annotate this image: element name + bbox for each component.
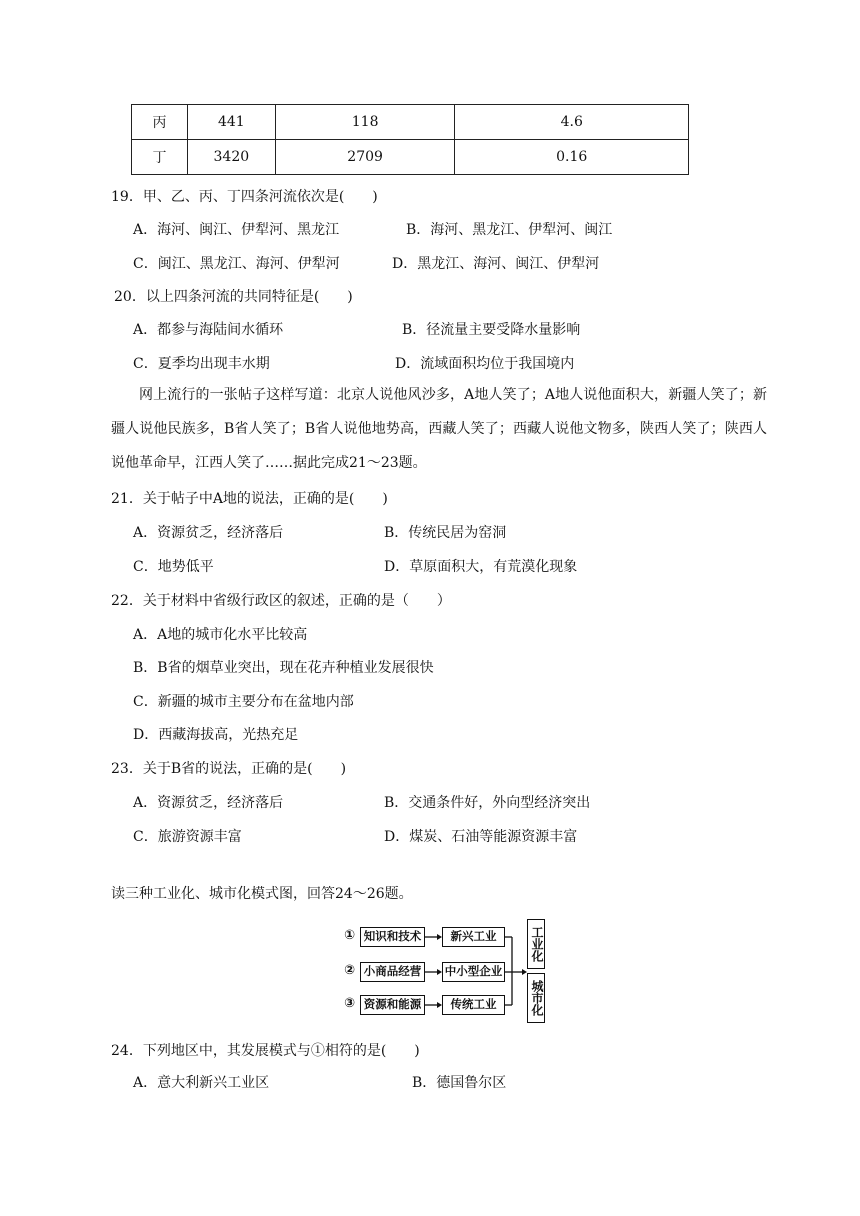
q19-option-c: C．闽江、黑龙江、海河、伊犁河 <box>133 256 340 272</box>
q24-option-a: A．意大利新兴工业区 <box>133 1075 270 1091</box>
table-cell: 118 <box>275 105 455 140</box>
table-cell: 丙 <box>132 105 188 140</box>
question-23-stem: 23．关于B省的说法，正确的是( ) <box>111 761 347 777</box>
question-19-stem: 19．甲、乙、丙、丁四条河流依次是( ) <box>111 189 378 205</box>
q20-option-b: B．径流量主要受降水量影响 <box>402 322 581 338</box>
box-knowledge-tech: 知识和技术 <box>360 927 425 947</box>
table-cell: 丁 <box>132 140 188 175</box>
q19-option-d: D．黑龙江、海河、闽江、伊犁河 <box>392 256 600 272</box>
table-cell: 4.6 <box>455 105 689 140</box>
q20-option-c: C．夏季均出现丰水期 <box>133 356 270 372</box>
question-22-stem: 22．关于材料中省级行政区的叙述，正确的是（ ） <box>111 593 451 609</box>
q21-option-c: C．地势低平 <box>133 559 214 575</box>
question-24-stem: 24．下列地区中，其发展模式与①相符的是( ) <box>111 1043 420 1059</box>
q23-option-b: B．交通条件好，外向型经济突出 <box>384 795 591 811</box>
table-cell: 3420 <box>187 140 275 175</box>
q23-option-a: A．资源贫乏，经济落后 <box>133 795 284 811</box>
river-data-table <box>131 104 689 175</box>
model-number-2: ② <box>344 963 356 978</box>
box-resources-energy: 资源和能源 <box>360 995 425 1015</box>
q20-option-a: A．都参与海陆间水循环 <box>133 322 284 338</box>
table-row <box>132 105 689 140</box>
q19-option-b: B．海河、黑龙江、伊犁河、闽江 <box>406 222 613 238</box>
q22-option-a: A．A地的城市化水平比较高 <box>133 627 308 643</box>
model-number-3: ③ <box>344 996 356 1011</box>
q19-option-a: A．海河、闽江、伊犁河、黑龙江 <box>133 222 340 238</box>
q21-option-d: D．草原面积大，有荒漠化现象 <box>384 559 578 575</box>
box-sme: 中小型企业 <box>442 962 505 982</box>
q22-option-c: C．新疆的城市主要分布在盆地内部 <box>133 694 354 710</box>
table-row <box>132 140 689 175</box>
table-cell: 441 <box>187 105 275 140</box>
question-20-stem: 20．以上四条河流的共同特征是( ) <box>114 289 353 305</box>
table-cell: 2709 <box>275 140 455 175</box>
box-emerging-industry: 新兴工业 <box>442 927 505 947</box>
q22-option-b: B．B省的烟草业突出，现在花卉种植业发展很快 <box>133 660 434 676</box>
q21-option-b: B．传统民居为窑洞 <box>384 525 507 541</box>
box-industrialization: 工业化 <box>527 919 545 969</box>
q24-option-b: B．德国鲁尔区 <box>412 1075 507 1091</box>
diagram-intro: 读三种工业化、城市化模式图，回答24～26题。 <box>111 886 413 902</box>
passage-text: 网上流行的一张帖子这样写道：北京人说他风沙多，A地人笑了；A地人说他面积大，新疆人笑了；新疆人说他民族多，B省人笑了；B省人说他地势高，西藏人笑了；西藏人说他文物多，陕西人笑了；陕西人说他革命早，江西人笑了……据此完成21～23题。 <box>111 387 767 471</box>
industrialization-model-diagram <box>342 917 552 1023</box>
question-21-stem: 21．关于帖子中A地的说法，正确的是( ) <box>111 491 388 507</box>
box-urbanization: 城市化 <box>527 973 545 1023</box>
q23-option-d: D．煤炭、石油等能源资源丰富 <box>384 829 578 845</box>
q20-option-d: D．流域面积均位于我国境内 <box>395 356 575 372</box>
q22-option-d: D．西藏海拔高，光热充足 <box>133 727 299 743</box>
model-number-1: ① <box>344 928 356 943</box>
q21-option-a: A．资源贫乏，经济落后 <box>133 525 284 541</box>
table-cell: 0.16 <box>455 140 689 175</box>
box-traditional-industry: 传统工业 <box>442 995 505 1015</box>
q23-option-c: C．旅游资源丰富 <box>133 829 242 845</box>
box-small-commodity: 小商品经营 <box>360 962 425 982</box>
